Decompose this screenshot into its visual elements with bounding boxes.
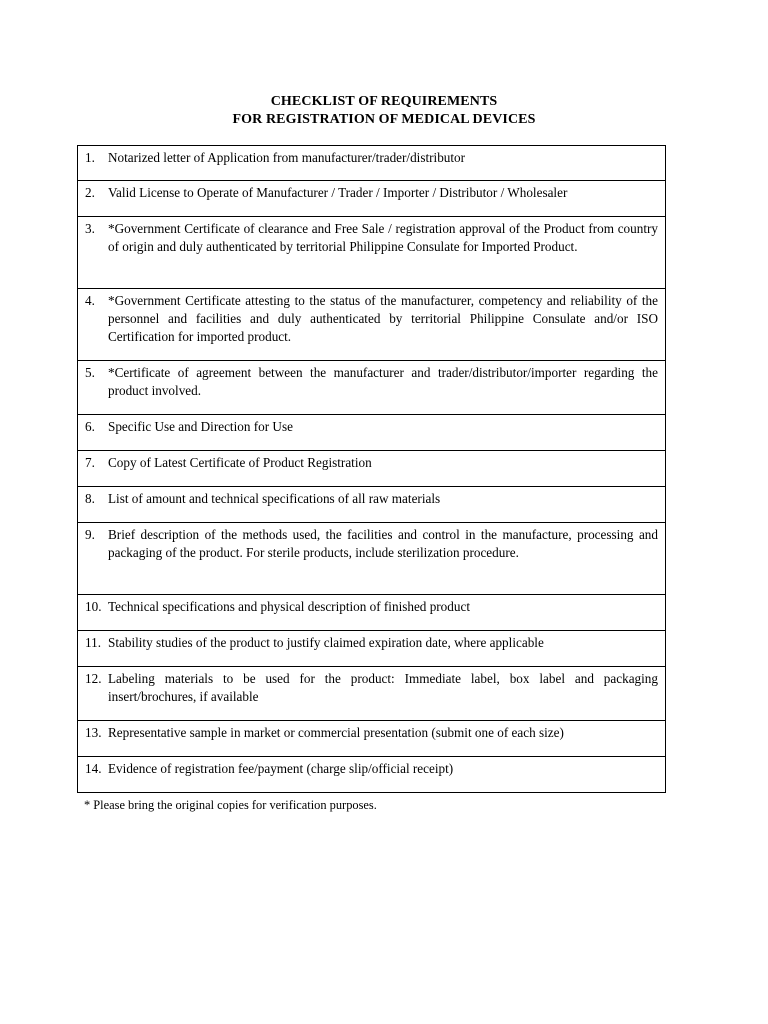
document-title: [0, 93, 768, 129]
item-number: 2.: [85, 185, 95, 200]
title-line-2: FOR REGISTRATION OF MEDICAL DEVICES: [232, 112, 536, 127]
footnote: * Please bring the original copies for verification purposes.: [84, 798, 377, 812]
item-number: 3.: [85, 221, 95, 236]
item-number: 14.: [85, 761, 102, 776]
item-number: 5.: [85, 365, 95, 380]
checklist-cell: [78, 523, 666, 595]
checklist-row: [78, 595, 666, 631]
item-text: List of amount and technical specifications of all raw materials: [108, 491, 441, 506]
title-line-1: CHECKLIST OF REQUIREMENTS: [270, 94, 498, 109]
checklist-cell: [78, 146, 666, 181]
checklist-row: [78, 721, 666, 757]
item-text: Valid License to Operate of Manufacturer / Trader / Importer / Distributor / Wholesaler: [108, 185, 568, 200]
item-number: 9.: [85, 527, 95, 542]
checklist-cell: [78, 631, 666, 667]
checklist-row: [78, 361, 666, 415]
item-number: 4.: [85, 293, 95, 308]
item-text: Stability studies of the product to justify claimed expiration date, where applicable: [108, 635, 544, 650]
item-text: Copy of Latest Certificate of Product Registration: [108, 455, 372, 470]
checklist-row: [78, 181, 666, 217]
item-text: Representative sample in market or commercial presentation (submit one of each size): [108, 725, 564, 740]
item-number: 12.: [85, 671, 102, 686]
checklist-cell: [78, 757, 666, 793]
item-number: 7.: [85, 455, 95, 470]
checklist-row: [78, 631, 666, 667]
checklist-cell: [78, 595, 666, 631]
checklist-row: [78, 217, 666, 289]
item-text: *Government Certificate of clearance and Free Sale / registration approval of the Product from country of origin and duly authenticated by territorial Philippine Consulate for Imported Product.: [108, 221, 658, 254]
item-text: *Government Certificate attesting to the status of the manufacturer, competency and reliability of the personnel and facilities and duly authenticated by territorial Philippine Consulate and/or ISO Certification for imported product.: [108, 293, 658, 344]
checklist-cell: [78, 217, 666, 289]
checklist-row: [78, 415, 666, 451]
item-text: Brief description of the methods used, the facilities and control in the manufacture, processing and packaging of the product. For sterile products, include sterilization procedure.: [108, 527, 658, 560]
item-number: 13.: [85, 725, 102, 740]
item-number: 11.: [85, 635, 101, 650]
item-number: 1.: [85, 150, 95, 165]
item-number: 10.: [85, 599, 102, 614]
checklist-row: [78, 487, 666, 523]
checklist-row: [78, 667, 666, 721]
item-text: Technical specifications and physical description of finished product: [108, 599, 470, 614]
checklist-cell: [78, 451, 666, 487]
item-number: 8.: [85, 491, 95, 506]
checklist-row: [78, 146, 666, 181]
checklist-row: [78, 451, 666, 487]
item-number: 6.: [85, 419, 95, 434]
checklist-cell: [78, 181, 666, 217]
checklist-row: [78, 757, 666, 793]
checklist-cell: [78, 667, 666, 721]
item-text: Labeling materials to be used for the product: Immediate label, box label and packaging insert/brochures, if available: [108, 671, 658, 704]
item-text: Evidence of registration fee/payment (charge slip/official receipt): [108, 761, 454, 776]
item-text: Specific Use and Direction for Use: [108, 419, 293, 434]
checklist-cell: [78, 487, 666, 523]
item-text: Notarized letter of Application from manufacturer/trader/distributor: [108, 150, 466, 165]
checklist-row: [78, 289, 666, 361]
checklist-cell: [78, 415, 666, 451]
checklist-cell: [78, 361, 666, 415]
checklist-row: [78, 523, 666, 595]
checklist-cell: [78, 289, 666, 361]
requirements-checklist-table: [77, 145, 666, 793]
item-text: *Certificate of agreement between the manufacturer and trader/distributor/importer regarding the product involved.: [108, 365, 658, 398]
checklist-cell: [78, 721, 666, 757]
